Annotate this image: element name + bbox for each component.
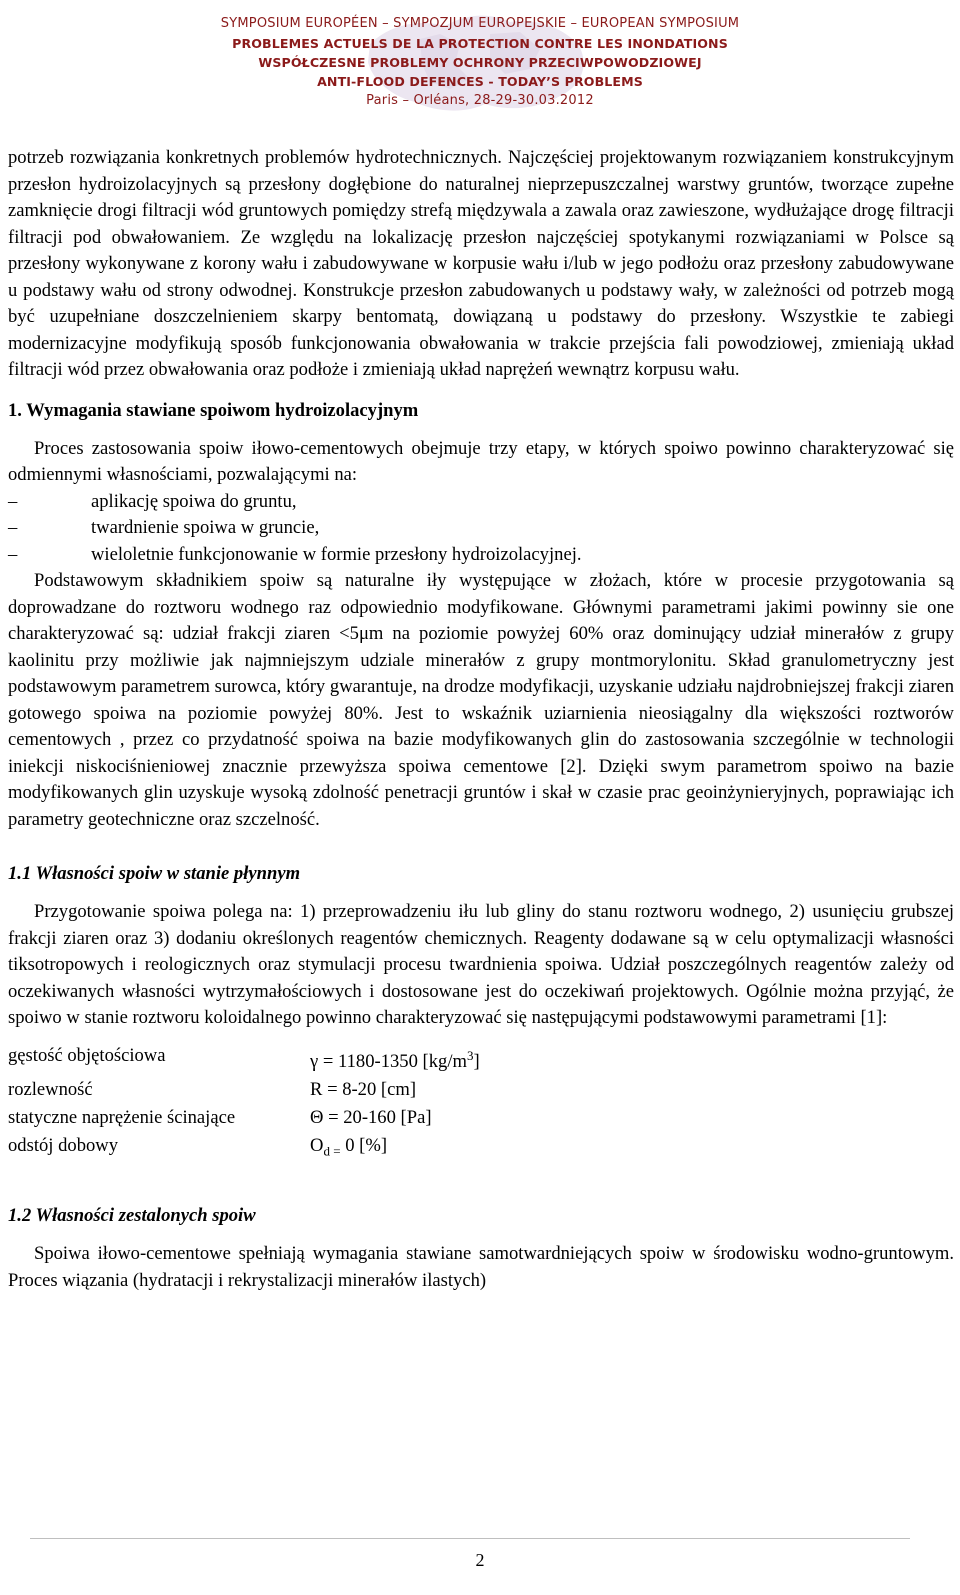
section-1-2-heading: 1.2 Własności zestalonych spoiw [8, 1205, 256, 1227]
list-item: – wieloletnie funkcjonowanie w formie przesłony hydroizolacyjnej. [8, 542, 954, 569]
section-1-1-heading: 1.1 Własności spoiw w stanie płynnym [8, 863, 301, 884]
table-row: odstój dobowy $O_{d =}$ 0 [%] [8, 1134, 388, 1159]
section-1-1-paragraph: Przygotowanie spoiwa polega na: 1) przeprowadzeniu iłu lub gliny do stanu roztworu wodnego, 2) usunięciu grubszej frakcji ziaren oraz 3) dodaniu określonych reagentów chemicznych. Reagenty dodawane są w celu optymalizacji własności tiksotropowych i reologicznych oraz stymulacji procesu twardnienia spoiwa. Udział poszczególnych reagentów zależy od oczekiwanych własności wytrzymałościowych i dostosowane jest do oczekiwań projektowych. Ogólnie można przyjąć, że spoiwo w stanie roztworu koloidalnego powinno charakteryzować się następującymi podstawowymi parametrami [1]: [8, 901, 954, 1028]
header-line-1: SYMPOSIUM EUROPÉEN – SYMPOZJUM EUROPEJSKIE – EUROPEAN SYMPOSIUM [220, 16, 740, 31]
header-line-5: Paris – Orléans, 28-29-30.03.2012 [366, 93, 594, 108]
document-body [8, 145, 954, 1294]
page-header [0, 4, 960, 116]
requirements-list [8, 489, 954, 569]
intro-paragraph: potrzeb rozwiązania konkretnych problemów hydrotechnicznych. Najczęściej projektowanym rozwiązaniem konstrukcyjnym przesłon hydroizolacyjnych są przesłony dogłębione do naturalnej nieprzepuszczalnej warstwy gruntów, tworzące zupełne zamknięcie drogi filtracji wód gruntowych pomiędzy strefą międzywala a zawala oraz zawieszone, wydłużające drogę filtracji filtracji pod obwałowaniem. Ze względu na lokalizację przesłon najczęściej spotykanymi rozwiązaniami w Polsce są przesłony wykonywane z korony wału i zabudowywane w korpusie wału i/lub w jego podłożu oraz przesłony zabudowywane u podstawy wału od strony odwodnej. Konstrukcje przesłon zabudowanych u podstawy wały, w zależności od potrzeb mogą być uzupełniane doszczelnieniem skarpy bentomatą, dowiązaną u podstawy do przesłony. Wszystkie te zabiegi modernizacyjne modyfikują sposób funkcjonowania obwałowania w trakcie przejścia fali powodziowej, zmieniają układ filtracji wód przez obwałowania oraz podłoże i zmieniają układ naprężeń wewnątrz korpusu wału. [8, 147, 954, 380]
section-1-paragraph-2: Podstawowym składnikiem spoiw są naturalne iły występujące w złożach, które w procesie przygotowania są doprowadzane do roztworu wodnego raz odpowiednio modyfikowane. Głównymi parametrami jakimi powinny sie one charakteryzować są: udział frakcji ziaren <5μm na poziomie powyżej 60% oraz dominujący udział minerałów z grupy kaolinitu przy możliwie jak najmniejszym udziale minerałów z grupy montmorylonitu. Skład granulometryczny jest podstawowym parametrem surowca, który gwarantuje, na drodze modyfikacji, uzyskanie udziału najdrobniejszej frakcji ziaren gotowego spoiwa na poziomie powyżej 80%. Jest to wskaźnik uziarnienia nieosiągalny dla większości roztworów cementowych , przez co przydatność spoiwa na bazie modyfikowanych glin do zastosowania szczególnie w technologii iniekcji niskociśnieniowej znacznie przewyższa spoiwa cementowe [2]. Dzięki swym parametrom spoiwo na bazie modyfikowanych glin uzyskuje wysoką zdolność penetracji gruntów i skał w czasie prac geoinżynieryjnych, poprawiając ich parametry geotechniczne oraz szczelność. [8, 570, 954, 830]
table-row: gęstość objętościowa γ = 1180-1350 $[kg/m^3]$ [8, 1044, 480, 1072]
page-number: 2 [475, 1550, 485, 1570]
footer-divider [30, 1538, 910, 1539]
dash-bullet: – [8, 517, 18, 538]
parameters-table [8, 1042, 568, 1166]
table-row: statyczne naprężenie ścinające Θ = 20-160 [Pa] [8, 1106, 432, 1128]
list-item: – twardnienie spoiwa w gruncie, [8, 515, 954, 542]
dash-bullet: – [8, 543, 18, 565]
header-line-4: ANTI-FLOOD DEFENCES - TODAY’S PROBLEMS [317, 74, 643, 89]
table-row: rozlewność R = 8-20 [cm] [8, 1078, 417, 1100]
section-1-heading: 1. Wymagania stawiane spoiwom hydroizolacyjnym [8, 399, 419, 421]
section-1-paragraph-1: Proces zastosowania spoiw iłowo-cementowych obejmuje trzy etapy, w których spoiwo powinno charakteryzować się odmiennymi własnościami, pozwalającymi na: [8, 437, 954, 485]
list-item: – aplikację spoiwa do gruntu, [8, 489, 954, 516]
header-line-2: PROBLEMES ACTUELS DE LA PROTECTION CONTRE LES INONDATIONS [232, 36, 728, 51]
header-line-3: WSPÓŁCZESNE PROBLEMY OCHRONY PRZECIWPOWODZIOWEJ [258, 55, 702, 70]
section-1-2-paragraph: Spoiwa iłowo-cementowe spełniają wymagania stawiane samotwardniejących spoiw w środowisku wodno-gruntowym. Proces wiązania (hydratacji i rekrystalizacji minerałów ilastych) [8, 1243, 954, 1291]
dash-bullet: – [8, 490, 18, 512]
